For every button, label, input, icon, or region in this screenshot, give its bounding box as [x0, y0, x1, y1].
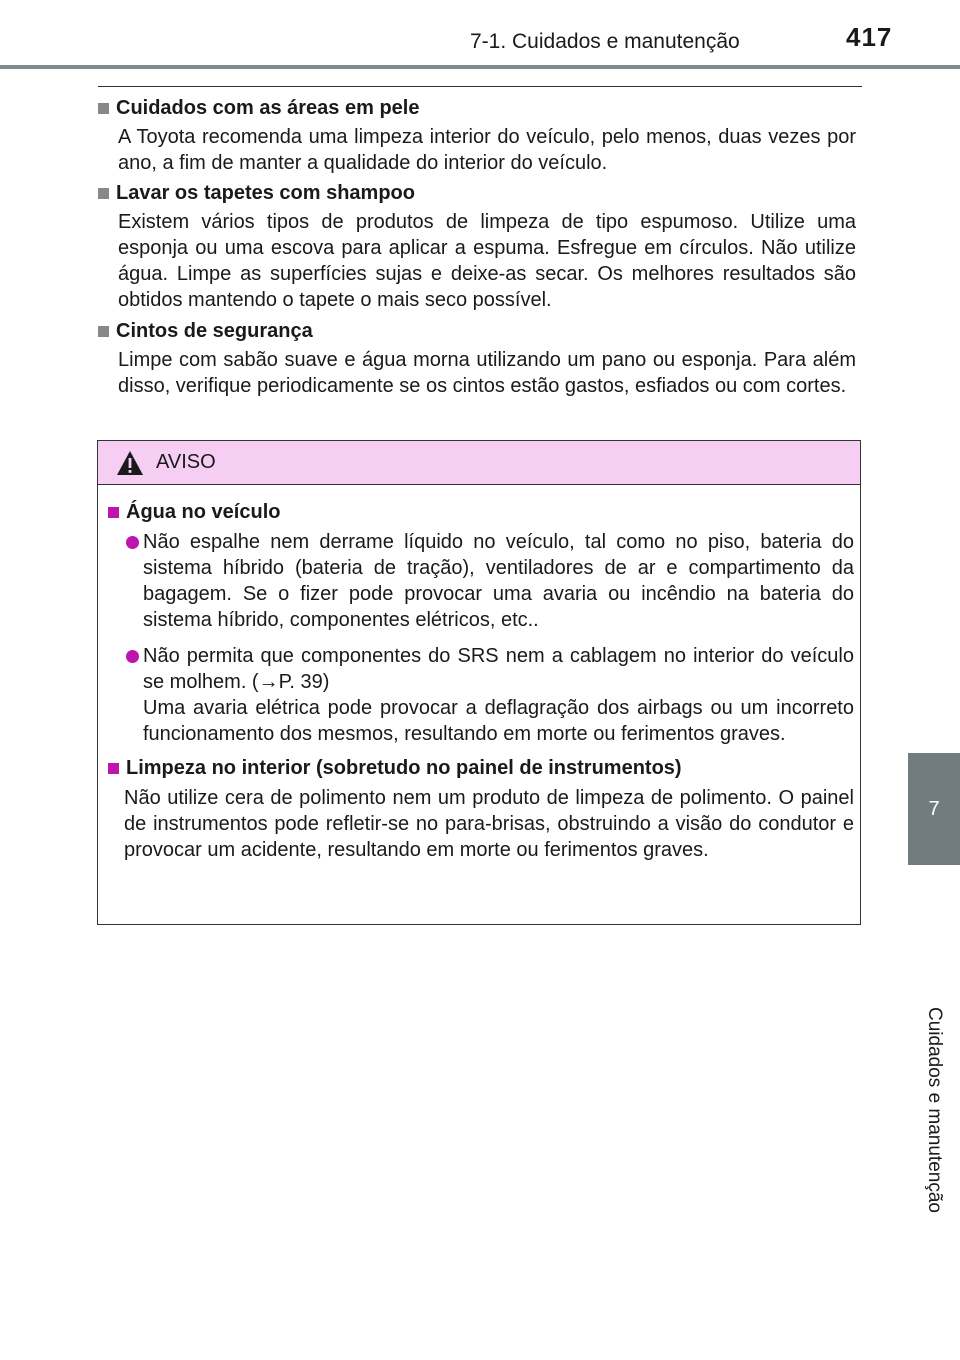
content-rule: [98, 86, 862, 87]
square-bullet-icon: [108, 507, 119, 518]
section-title: 7-1. Cuidados e manutenção: [470, 30, 740, 53]
chapter-number: 7: [928, 797, 940, 820]
header-rule: [0, 65, 960, 69]
warning-bullet: [126, 529, 854, 633]
warning-block-body: Não utilize cera de polimento nem um produto de limpeza de polimento. O painel de instrumentos pode refletir-se no para-brisas, obstruindo a visão do condutor e provocar um acidente, resultando em morte ou ferimentos graves.: [124, 787, 854, 861]
section-body: A Toyota recomenda uma limpeza interior do veículo, pelo menos, duas vezes por ano, a fim de manter a qualidade do interior do veículo.: [118, 126, 856, 174]
chapter-label: Cuidados e manutenção: [924, 1007, 945, 1213]
warning-bullet-continuation: Uma avaria elétrica pode provocar a deflagração dos airbags ou um incorreto funcionamento dos mesmos, resultando em morte ou ferimentos graves.: [143, 697, 854, 745]
section-heading: Cuidados com as áreas em pele: [116, 97, 420, 119]
square-bullet-icon: [98, 326, 109, 337]
round-bullet-icon: [126, 536, 139, 549]
warning-block-heading: Limpeza no interior (sobretudo no painel de instrumentos): [126, 757, 682, 779]
square-bullet-icon: [98, 188, 109, 199]
section-heading: Lavar os tapetes com shampoo: [116, 182, 415, 204]
page-number: 417: [846, 22, 893, 52]
section-body: Existem vários tipos de produtos de limpeza de tipo espumoso. Utilize uma esponja ou uma escova para aplicar a espuma. Esfregue em círculos. Não utilize água. Limpe as superfícies sujas e deixe-as secar. Os melhores resultados são obtidos mantendo o tapete o mais seco possível.: [118, 211, 856, 311]
warning-bullet-text: Não espalhe nem derrame líquido no veículo, tal como no piso, bateria do sistema híbrido (bateria de tração), ventiladores de ar e compartimento da bagagem. Se o fizer pode provocar uma avaria ou incêndio na bateria do sistema híbrido, componentes elétricos, etc..: [143, 531, 854, 631]
warning-block-heading: Água no veículo: [126, 501, 281, 523]
warning-header: [98, 441, 860, 485]
section-heading: Cintos de segurança: [116, 320, 313, 342]
warning-content: [108, 499, 854, 863]
round-bullet-icon: [126, 650, 139, 663]
warning-bullet-text: Não permita que componentes do SRS nem a cablagem no interior do veículo se molhem. (→P. 39): [143, 645, 854, 693]
warning-bullet: [126, 643, 854, 747]
section-body: Limpe com sabão suave e água morna utilizando um pano ou esponja. Para além disso, verifique periodicamente se os cintos estão gastos, esfiados ou com cortes.: [118, 349, 856, 397]
chapter-tab[interactable]: [908, 753, 960, 865]
warning-title: AVISO: [156, 451, 216, 473]
section-carpet-shampoo: [98, 180, 856, 313]
warning-triangle-icon: [116, 450, 144, 476]
square-bullet-icon: [108, 763, 119, 774]
warning-box: [97, 440, 861, 925]
section-seat-belts: [98, 318, 856, 399]
section-leather-care: [98, 95, 856, 176]
square-bullet-icon: [98, 103, 109, 114]
